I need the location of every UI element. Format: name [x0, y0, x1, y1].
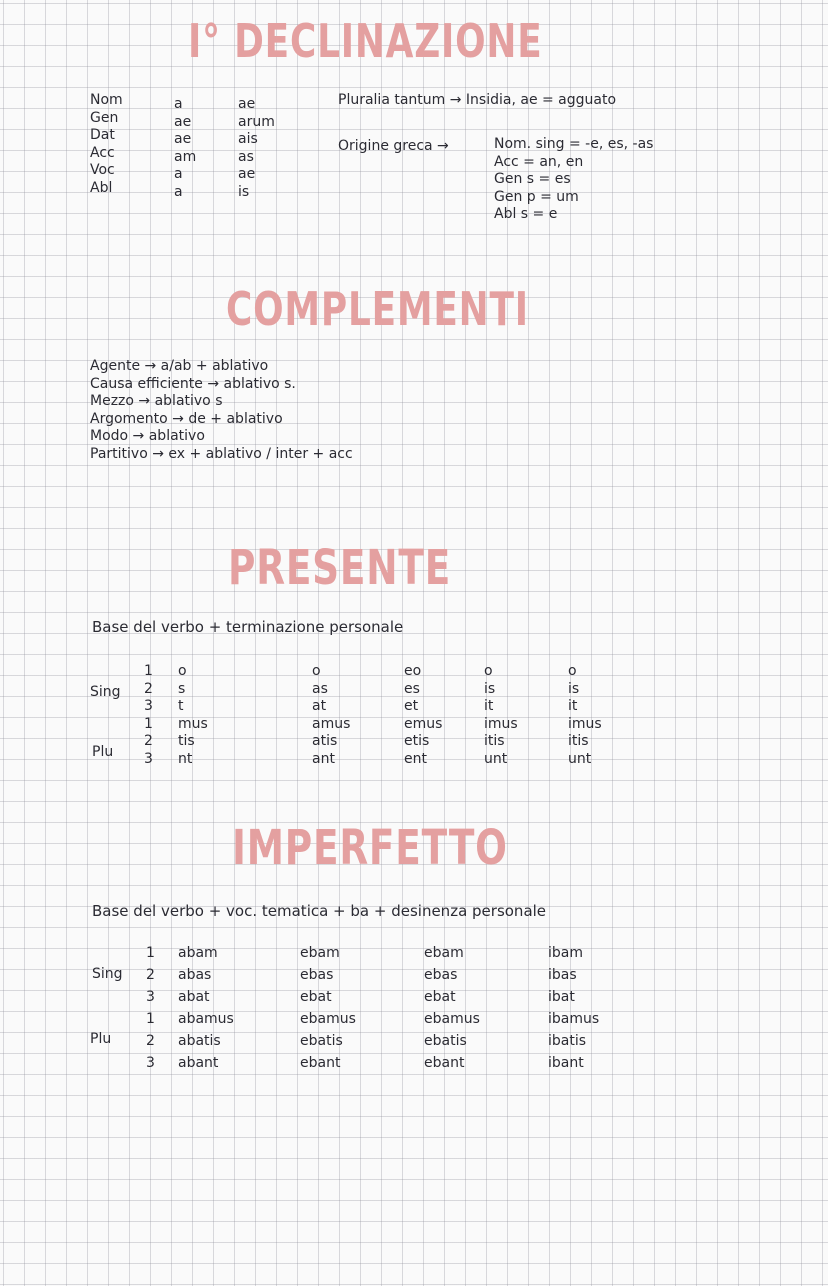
ending: atis: [312, 733, 338, 750]
ending: ebant: [424, 1055, 465, 1071]
case-name: Voc: [90, 162, 115, 179]
ending: itis: [484, 733, 505, 750]
singular-ending: a: [174, 166, 183, 183]
ending: ebam: [300, 945, 340, 961]
plural-ending: as: [238, 148, 254, 165]
ending: emus: [404, 715, 443, 732]
presente-persons: [144, 663, 153, 769]
ending: it: [568, 698, 578, 715]
ending: it: [484, 698, 494, 715]
ending: abam: [178, 945, 218, 961]
imperfetto-column-4: [548, 942, 599, 1074]
complemento-item: Argomento → de + ablativo: [90, 410, 283, 427]
ending: ebat: [424, 989, 456, 1005]
complemento-item: Agente → a/ab + ablativo: [90, 358, 269, 374]
case-names-column: [90, 92, 123, 198]
ending: ebat: [300, 989, 332, 1005]
ending: ebatis: [300, 1033, 343, 1049]
ending: abat: [178, 989, 210, 1005]
person-number: 2: [146, 1033, 155, 1049]
person-number: 2: [146, 967, 155, 983]
presente-column-1: [178, 663, 208, 769]
declinazione-title: I° DECLINAZIONE: [188, 14, 543, 68]
ending: ibas: [548, 967, 577, 983]
singular-ending: a: [174, 183, 183, 200]
presente-column-5: [568, 663, 602, 769]
ending: eo: [404, 663, 422, 679]
ending: is: [568, 680, 580, 697]
ending: ent: [404, 750, 427, 767]
imperfetto-column-2: [300, 942, 356, 1074]
plural-ending: ae: [238, 166, 256, 183]
person-number: 1: [146, 945, 155, 961]
complemento-item: Modo → ablativo: [90, 428, 205, 445]
ending: itis: [568, 733, 589, 750]
ending: unt: [568, 750, 592, 767]
person-number: 1: [144, 715, 153, 732]
plural-ending: is: [238, 183, 250, 200]
ending: nt: [178, 750, 193, 767]
singular-endings-column: [174, 96, 196, 202]
person-number: 3: [146, 1055, 155, 1071]
person-number: 3: [144, 698, 153, 715]
ending: ibam: [548, 945, 583, 961]
ending: abant: [178, 1055, 219, 1071]
ending: abamus: [178, 1011, 234, 1027]
complemento-item: Partitivo → ex + ablativo / inter + acc: [90, 445, 353, 462]
person-number: 3: [144, 750, 153, 767]
plural-endings-column: [238, 96, 275, 202]
pluralia-tantum-note: Pluralia tantum → Insidia, ae = agguato: [338, 92, 617, 108]
imperfetto-persons: [146, 942, 155, 1074]
ending: ibat: [548, 989, 575, 1005]
case-name: Nom: [90, 92, 123, 108]
ending: abas: [178, 967, 212, 983]
origine-greca-list: [494, 136, 653, 224]
imperfetto-column-3: [424, 942, 480, 1074]
person-number: 2: [144, 680, 153, 697]
ending: ebas: [424, 967, 458, 983]
ending: et: [404, 698, 419, 715]
ending: o: [312, 663, 321, 679]
complementi-list: [90, 358, 353, 464]
ending: s: [178, 680, 186, 697]
origine-greca-label: Origine greca →: [338, 138, 449, 154]
case-name: Acc: [90, 144, 115, 161]
plural-ending: ais: [238, 131, 258, 148]
ending: ebatis: [424, 1033, 467, 1049]
presente-sing-label: Sing: [90, 684, 121, 700]
ending: tis: [178, 733, 195, 750]
ending: o: [178, 663, 187, 679]
plural-ending: ae: [238, 96, 256, 112]
ending: es: [404, 680, 420, 697]
ending: imus: [568, 715, 602, 732]
ending: as: [312, 680, 328, 697]
origine-greca-item: Gen p = um: [494, 188, 579, 205]
presente-column-3: [404, 663, 442, 769]
imperfetto-sing-label: Sing: [92, 966, 123, 982]
complemento-item: Causa efficiente → ablativo s.: [90, 375, 296, 392]
origine-greca-item: Acc = an, en: [494, 153, 584, 170]
ending: imus: [484, 715, 518, 732]
ending: ant: [312, 750, 335, 767]
person-number: 2: [144, 733, 153, 750]
ending: is: [484, 680, 496, 697]
ending: abatis: [178, 1033, 221, 1049]
origine-greca-item: Nom. sing = -e, es, -as: [494, 136, 654, 152]
ending: amus: [312, 715, 351, 732]
imperfetto-column-1: [178, 942, 234, 1074]
ending: ebamus: [300, 1011, 356, 1027]
person-number: 1: [144, 663, 153, 679]
singular-ending: a: [174, 96, 183, 112]
ending: o: [484, 663, 493, 679]
presente-rule: Base del verbo + terminazione personale: [92, 618, 404, 636]
case-name: Abl: [90, 179, 113, 196]
origine-greca-item: Gen s = es: [494, 171, 571, 188]
ending: ibatis: [548, 1033, 587, 1049]
case-name: Gen: [90, 109, 119, 126]
ending: ebam: [424, 945, 464, 961]
person-number: 1: [146, 1011, 155, 1027]
singular-ending: am: [174, 148, 197, 165]
ending: ibant: [548, 1055, 584, 1071]
ending: ebamus: [424, 1011, 480, 1027]
ending: t: [178, 698, 184, 715]
plural-ending: arum: [238, 113, 275, 130]
ending: ibamus: [548, 1011, 600, 1027]
presente-column-2: [312, 663, 350, 769]
complementi-title: COMPLEMENTI: [226, 282, 529, 336]
ending: at: [312, 698, 327, 715]
person-number: 3: [146, 989, 155, 1005]
imperfetto-title: IMPERFETTO: [232, 820, 508, 876]
ending: o: [568, 663, 577, 679]
ending: ebant: [300, 1055, 341, 1071]
case-name: Dat: [90, 127, 115, 144]
ending: etis: [404, 733, 430, 750]
presente-plu-label: Plu: [92, 744, 114, 760]
ending: unt: [484, 750, 508, 767]
ending: mus: [178, 715, 208, 732]
imperfetto-rule: Base del verbo + voc. tematica + ba + desinenza personale: [92, 902, 547, 920]
singular-ending: ae: [174, 131, 192, 148]
singular-ending: ae: [174, 113, 192, 130]
presente-column-4: [484, 663, 518, 769]
imperfetto-plu-label: Plu: [90, 1031, 112, 1047]
complemento-item: Mezzo → ablativo s: [90, 393, 223, 410]
ending: ebas: [300, 967, 334, 983]
origine-greca-item: Abl s = e: [494, 206, 558, 223]
presente-title: PRESENTE: [228, 540, 452, 596]
